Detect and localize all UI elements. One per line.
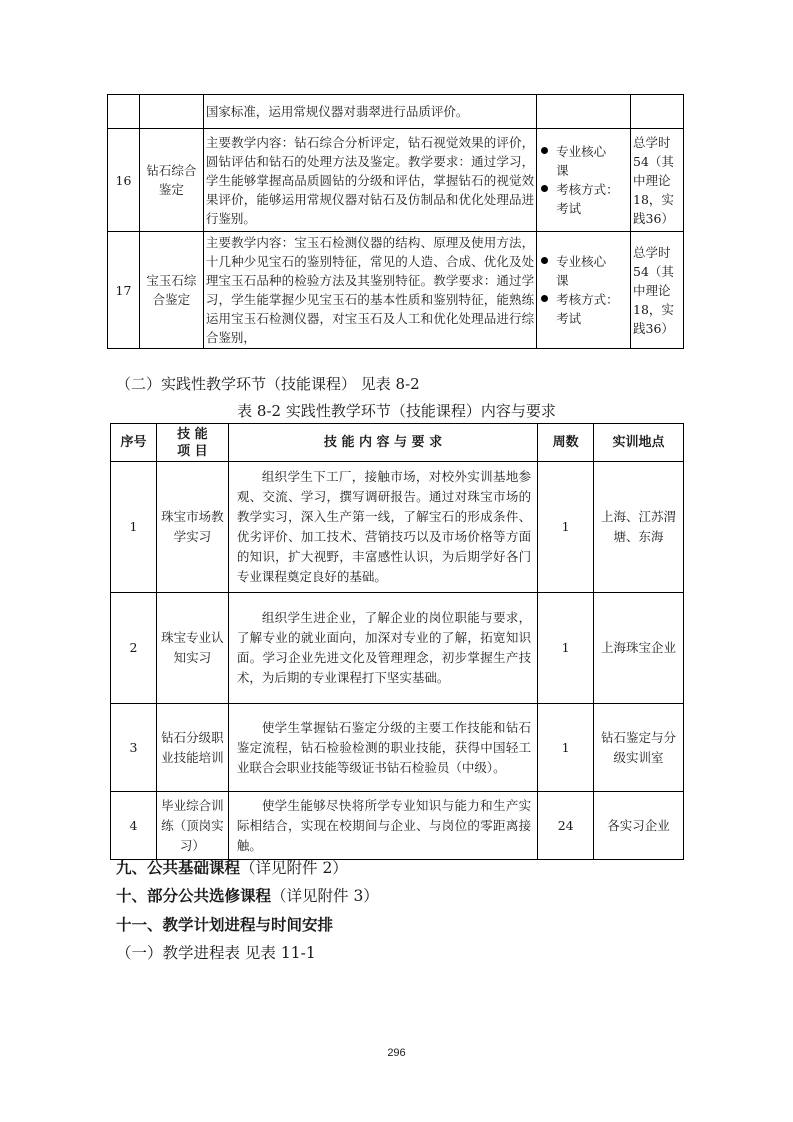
course-hours bbox=[631, 95, 684, 129]
row-weeks: 1 bbox=[538, 593, 594, 704]
course-category: 专业核心 bbox=[556, 144, 607, 159]
table-header-row bbox=[111, 424, 684, 462]
heading-public-basic-title: 九、公共基础课程 bbox=[116, 859, 241, 877]
row-skill: 珠宝专业认知实习 bbox=[156, 593, 228, 704]
course-content: 主要教学内容：钻石综合分析评定，钻石视觉效果的评价，圆钻评估和钻石的处理方法及鉴定。教学要求：通过学习，学生能够掌握高品质圆钻的分级和评估，掌握钻石的视觉效果评价，能够运用常规仪器对钻石及仿制品和优化处理品进行鉴别。 bbox=[203, 129, 536, 232]
table-row bbox=[108, 129, 684, 232]
course-table bbox=[107, 94, 684, 349]
table-row bbox=[111, 593, 684, 704]
bullet-icon bbox=[541, 147, 548, 154]
row-location: 各实习企业 bbox=[594, 792, 684, 860]
heading-teaching-plan bbox=[116, 913, 333, 935]
heading-public-elective-title: 十、部分公共选修课程 bbox=[116, 887, 272, 905]
row-content: 使学生能够尽快将所学专业知识与能力和生产实际相结合，实现在校期间与企业、与岗位的零距离接触。 bbox=[228, 792, 537, 860]
row-content: 使学生掌握钻石鉴定分级的主要工作技能和钻石鉴定流程，钻石检验检测的职业技能，获得中国轻工业联合会职业技能等级证书钻石检验员（中级）。 bbox=[228, 704, 537, 792]
table-row bbox=[111, 462, 684, 593]
header-number: 序号 bbox=[111, 424, 157, 462]
heading-public-elective-note: （详见附件 3） bbox=[271, 887, 379, 905]
header-skill bbox=[156, 424, 228, 462]
row-skill: 珠宝市场教学实习 bbox=[156, 462, 228, 593]
heading-public-basic-note: （详见附件 2） bbox=[240, 859, 348, 877]
course-type bbox=[537, 129, 631, 232]
header-skill-line1: 技 能 bbox=[177, 426, 208, 442]
page-number: 296 bbox=[387, 1047, 406, 1059]
course-category-cont: 课 bbox=[556, 273, 569, 288]
row-location: 上海、江苏渭塘、东海 bbox=[594, 462, 684, 593]
practical-table bbox=[110, 423, 684, 860]
course-name: 宝玉石综合鉴定 bbox=[139, 232, 203, 349]
row-number: 2 bbox=[111, 593, 157, 704]
section-practical-heading: （二）实践性教学环节（技能课程） 见表 8-2 bbox=[116, 375, 420, 393]
course-category-cont: 课 bbox=[556, 163, 569, 178]
course-exam: 考核方式：考试 bbox=[556, 182, 619, 216]
course-hours: 总学时54（其中理论18，实践36） bbox=[631, 129, 684, 232]
row-content: 组织学生进企业，了解企业的岗位职能与要求，了解专业的就业面向，加深对专业的了解，拓宽知识面。学习企业先进文化及管理理念，初步掌握生产技术，为后期的专业课程打下坚实基础。 bbox=[228, 593, 537, 704]
course-type bbox=[537, 232, 631, 349]
table-row bbox=[111, 792, 684, 860]
row-number: 3 bbox=[111, 704, 157, 792]
bullet-icon bbox=[541, 257, 548, 264]
header-content: 技 能 内 容 与 要 求 bbox=[228, 424, 537, 462]
row-weeks: 24 bbox=[538, 792, 594, 860]
course-name bbox=[139, 95, 203, 129]
course-hours: 总学时54（其中理论18，实践36） bbox=[631, 232, 684, 349]
header-weeks: 周数 bbox=[538, 424, 594, 462]
table-row bbox=[108, 232, 684, 349]
course-number: 16 bbox=[108, 129, 140, 232]
header-location: 实训地点 bbox=[594, 424, 684, 462]
bullet-icon bbox=[541, 185, 548, 192]
course-content: 主要教学内容：宝玉石检测仪器的结构、原理及使用方法，十几种少见宝石的鉴别特征，常见的人造、合成、优化及处理宝玉石品种的检验方法及其鉴别特征。教学要求：通过学习，学生能掌握少见宝玉石的基本性质和鉴别特征，能熟练运用宝玉石检测仪器，对宝玉石及人工和优化处理品进行综合鉴别， bbox=[203, 232, 536, 349]
heading-public-elective bbox=[116, 884, 379, 906]
course-name: 钻石综合鉴定 bbox=[139, 129, 203, 232]
header-skill-line2: 项 目 bbox=[177, 443, 208, 459]
table-caption: 表 8-2 实践性教学环节（技能课程）内容与要求 bbox=[237, 402, 556, 420]
row-weeks: 1 bbox=[538, 462, 594, 593]
row-number: 4 bbox=[111, 792, 157, 860]
heading-teaching-schedule: （一）教学进程表 见表 11-1 bbox=[116, 944, 316, 962]
row-skill: 钻石分级职业技能培训 bbox=[156, 704, 228, 792]
course-number bbox=[108, 95, 140, 129]
row-number: 1 bbox=[111, 462, 157, 593]
course-exam: 考核方式：考试 bbox=[556, 292, 619, 326]
course-category: 专业核心 bbox=[556, 254, 607, 269]
heading-public-basic bbox=[116, 856, 348, 878]
table-row bbox=[111, 704, 684, 792]
row-location: 钻石鉴定与分级实训室 bbox=[594, 704, 684, 792]
row-skill: 毕业综合训练（顶岗实习） bbox=[156, 792, 228, 860]
heading-teaching-plan-title: 十一、教学计划进程与时间安排 bbox=[116, 916, 334, 934]
bullet-icon bbox=[541, 295, 548, 302]
course-number: 17 bbox=[108, 232, 140, 349]
table-row bbox=[108, 95, 684, 129]
course-content: 国家标准，运用常规仪器对翡翠进行品质评价。 bbox=[203, 95, 536, 129]
row-content: 组织学生下工厂，接触市场，对校外实训基地参观、交流、学习，撰写调研报告。通过对珠宝市场的教学实习，深入生产第一线，了解宝石的形成条件、优劣评价、加工技术、营销技巧以及市场价格等方面的知识，扩大视野，丰富感性认识，为后期学好各门专业课程奠定良好的基础。 bbox=[228, 462, 537, 593]
course-type bbox=[537, 95, 631, 129]
row-weeks: 1 bbox=[538, 704, 594, 792]
row-location: 上海珠宝企业 bbox=[594, 593, 684, 704]
